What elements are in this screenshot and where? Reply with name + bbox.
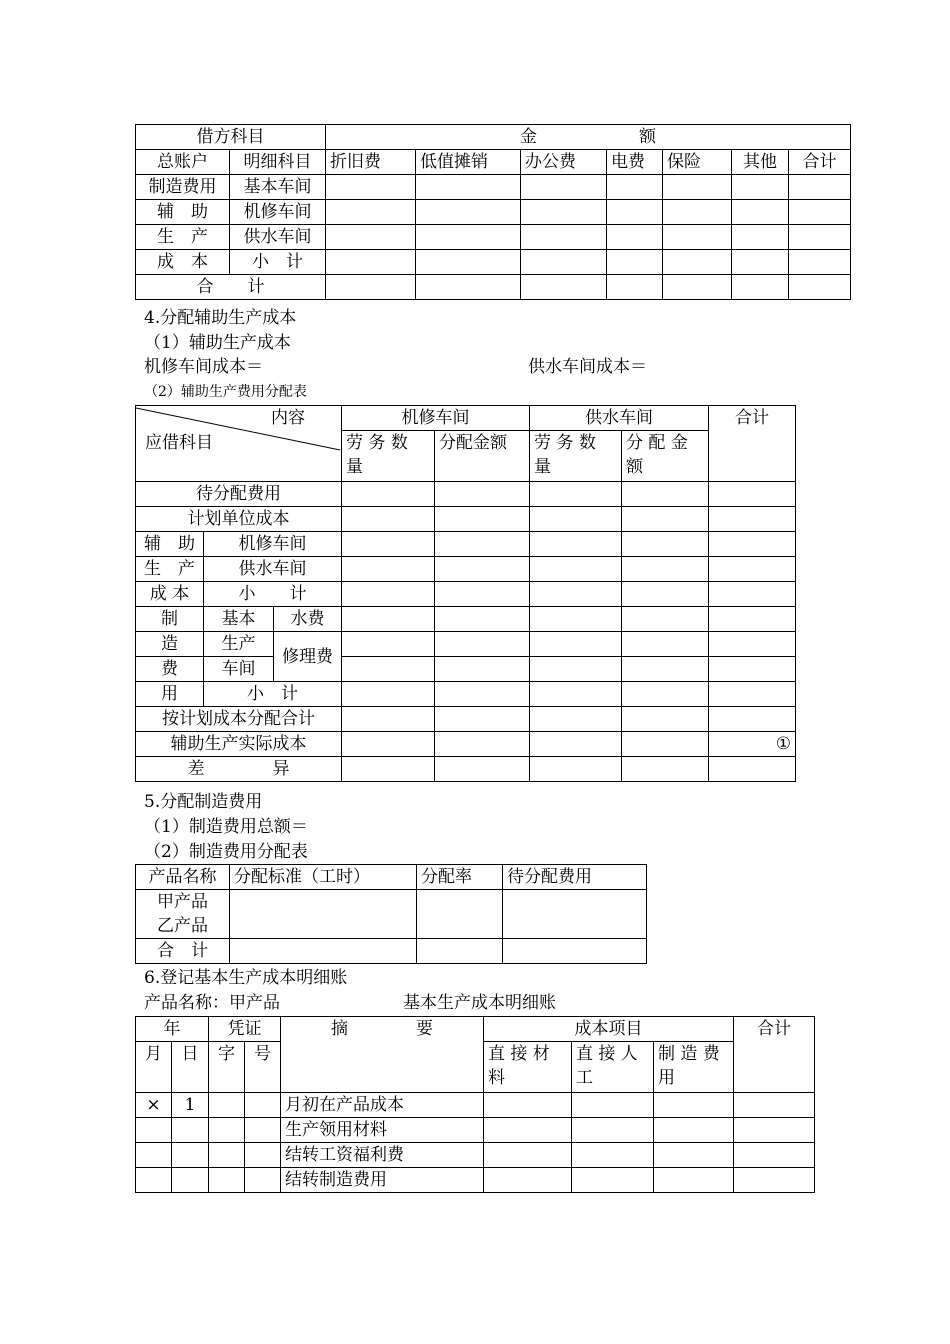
basic-label-3: 车间 [204,657,274,682]
row-grand-total: 合 计 [136,275,326,300]
cost-items-header: 成本项目 [484,1017,734,1042]
zi-header: 字 [209,1042,245,1093]
row-subtotal: 小 计 [204,582,342,607]
detail-account-header: 明细科目 [230,150,326,175]
diagonal-header-cell [136,406,342,482]
section5-sub1: （1）制造费用总额＝ [144,817,308,837]
basic-label-1: 基本 [204,607,274,632]
row-water: 供水车间 [204,557,342,582]
repair-cost-label: 机修车间成本＝ [144,357,263,377]
product-a: 甲产品 [157,892,208,912]
voucher-header: 凭证 [209,1017,281,1042]
water-fee: 水费 [274,607,342,632]
section4-title: 4.分配辅助生产成本 [144,308,297,328]
water-header: 供水车间 [530,406,709,431]
row-subtotal: 小 计 [230,250,326,275]
section6-title: 6.登记基本生产成本明细账 [144,968,348,988]
mfg-label-3: 费 [136,657,204,682]
product-names-cell [136,890,230,939]
product-name-header: 产品名称 [136,865,230,890]
mfg-allocation-table [135,864,647,964]
col-office: 办公费 [521,150,607,175]
product-b: 乙产品 [157,916,208,936]
aux-label-3: 成 本 [136,250,230,275]
mfg-overhead-header: 制 造 费 用 [654,1042,734,1093]
alloc-standard-header: 分配标准（工时） [230,865,417,890]
col-insurance: 保险 [663,150,732,175]
aux-label-2: 生 产 [136,557,204,582]
mfg-label-2: 造 [136,632,204,657]
repair-fee: 修理费 [274,632,342,682]
aux-label-1: 辅 助 [136,200,230,225]
aux-label-1: 辅 助 [136,532,204,557]
aux-allocation-table [135,405,796,782]
row1-month: × [136,1093,172,1118]
row-subtotal-2: 小 计 [204,682,342,707]
aux-label-3: 成 本 [136,582,204,607]
col-electricity: 电费 [607,150,663,175]
col-total: 合计 [789,150,851,175]
month-header: 月 [136,1042,172,1093]
row-repair: 机修车间 [204,532,342,557]
section5-sub2: （2）制造费用分配表 [144,842,308,862]
product-name-label: 产品名称：甲产品 [144,993,280,1013]
row-mfg-overhead: 制造费用 [136,175,230,200]
row-difference: 差 异 [136,757,342,782]
amount-header: 金 额 [326,125,851,150]
actual-mark: ① [709,732,796,757]
water-alloc-amt: 分 配 金 额 [622,431,709,482]
summary-row: 结转工资福利费 [281,1143,484,1168]
mfg-label-1: 制 [136,607,204,632]
section4-sub1: （1）辅助生产成本 [144,333,291,353]
row-basic-workshop: 基本车间 [230,175,326,200]
content-label: 内容 [271,408,305,428]
row-repair-workshop: 机修车间 [230,200,326,225]
cost-ledger-table [135,1016,815,1193]
ledger-title: 基本生产成本明细账 [403,993,556,1013]
repair-labor-qty: 劳 务 数 量 [342,431,435,482]
summary-header: 摘 要 [281,1017,484,1093]
row-plan-unit-cost: 计划单位成本 [136,507,342,532]
summary-row: 结转制造费用 [281,1168,484,1193]
hao-header: 号 [245,1042,281,1093]
row-actual-cost: 辅助生产实际成本 [136,732,342,757]
row1-day: 1 [172,1093,209,1118]
summary-row: 生产领用材料 [281,1118,484,1143]
col-low-value: 低值摊销 [416,150,521,175]
debit-label: 应借科目 [145,433,213,453]
day-header: 日 [172,1042,209,1093]
year-header: 年 [136,1017,209,1042]
section5-title: 5.分配制造费用 [144,792,263,812]
section4-sub2: （2）辅助生产费用分配表 [144,384,307,400]
row-water-workshop: 供水车间 [230,225,326,250]
expense-allocation-table [135,124,851,300]
direct-material-header: 直 接 材 料 [484,1042,572,1093]
debit-account-header: 借方科目 [136,125,326,150]
aux-label-2: 生 产 [136,225,230,250]
summary-row: 月初在产品成本 [281,1093,484,1118]
pending-expense-header: 待分配费用 [503,865,647,890]
water-labor-qty: 劳 务 数 量 [530,431,622,482]
mfg-label-4: 用 [136,682,204,707]
repair-alloc-amt: 分配金额 [435,431,530,482]
row-plan-total: 按计划成本分配合计 [136,707,342,732]
alloc-rate-header: 分配率 [417,865,503,890]
col-depreciation: 折旧费 [326,150,416,175]
general-account-header: 总账户 [136,150,230,175]
col-other: 其他 [732,150,789,175]
basic-label-2: 生产 [204,632,274,657]
total-header: 合计 [709,406,796,482]
row-total: 合 计 [136,939,230,964]
row-pending: 待分配费用 [136,482,342,507]
repair-header: 机修车间 [342,406,530,431]
total-header: 合计 [734,1017,815,1093]
direct-labor-header: 直 接 人 工 [572,1042,654,1093]
water-cost-label: 供水车间成本＝ [528,357,647,377]
